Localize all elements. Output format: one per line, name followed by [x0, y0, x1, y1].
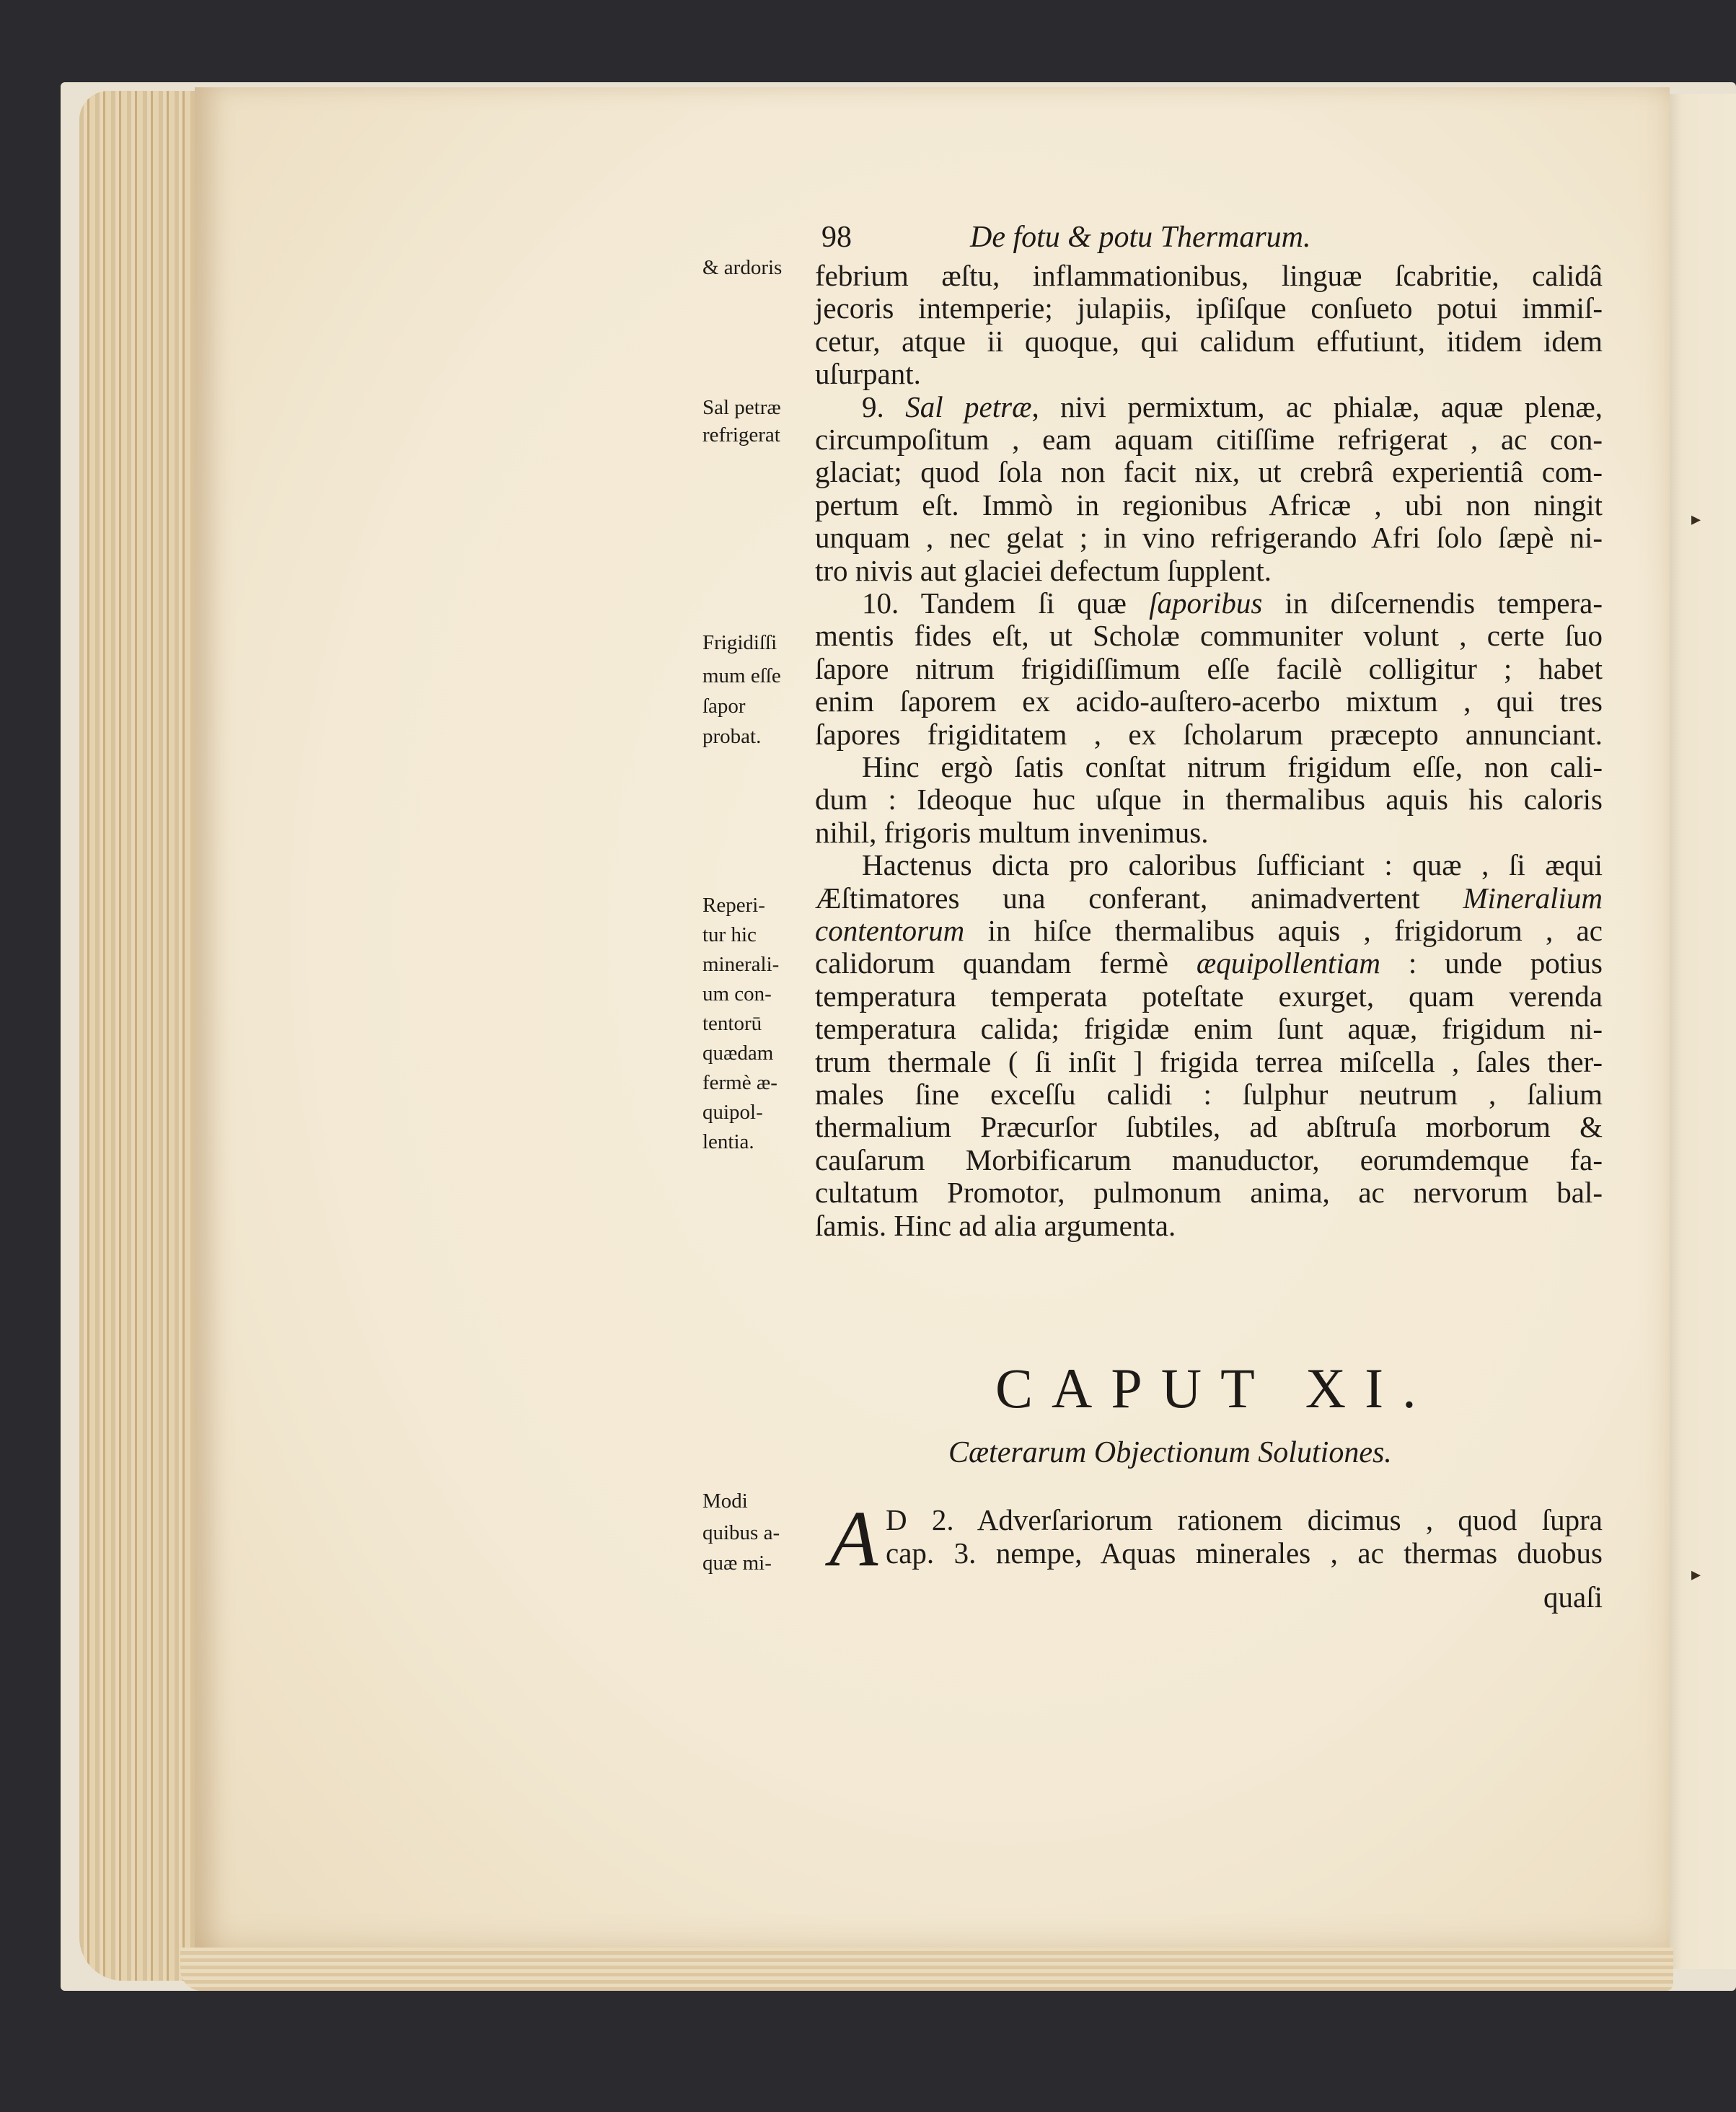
- margin-note: fermè æ-: [702, 1071, 777, 1094]
- margin-note: Sal petræ: [702, 396, 781, 419]
- text-segment: calidorum quandam fermè: [815, 946, 1197, 980]
- text-line: [815, 1046, 1603, 1078]
- margin-note: Reperi-: [702, 894, 765, 917]
- text-line: [815, 817, 1603, 849]
- margin-note: lentia.: [702, 1130, 754, 1153]
- text-line: [815, 1144, 1603, 1176]
- text-line: [815, 522, 1603, 554]
- text-segment: febrium æſtu, inflammationibus, linguæ ſcabritie, calidâ: [815, 259, 1603, 292]
- italic-text: contentorum: [815, 914, 965, 947]
- text-segment: tro nivis aut glaciei defectum ſupplent.: [815, 553, 1272, 587]
- page-number: 98: [821, 221, 852, 254]
- text-segment: thermalium Præcurſor ſubtiles, ad abſtruſa morborum &: [815, 1110, 1603, 1144]
- text-segment: ſapore nitrum frigidiſſimum eſſe facilè colligitur ; habet: [815, 651, 1603, 685]
- text-line: [815, 456, 1603, 488]
- text-segment: 10. Tandem ſi quæ: [862, 586, 1150, 620]
- text-line: [815, 489, 1603, 522]
- text-line: [815, 1111, 1603, 1143]
- text-segment: circumpoſitum , eam aquam citiſſime refrigerat , ac con-: [815, 423, 1603, 456]
- text-line: [815, 653, 1603, 685]
- arrow-mark-icon: ▸: [1691, 1564, 1701, 1585]
- text-segment: : unde potius: [1380, 946, 1603, 980]
- margin-note: Modi: [702, 1490, 748, 1513]
- text-segment: enim ſaporem ex acido-auſtero-acerbo mixtum , qui tres: [815, 685, 1603, 718]
- running-title: De fotu & potu Thermarum.: [970, 221, 1311, 254]
- text-line: [815, 1078, 1603, 1111]
- text-line: [862, 849, 1603, 881]
- text-line: [862, 751, 1603, 783]
- margin-note: quæ mi-: [702, 1552, 772, 1575]
- text-segment: ſapores frigiditatem , ex ſcholarum præcepto annunciant.: [815, 717, 1603, 751]
- text-segment: Æſtimatores una conferant, animadvertent: [815, 881, 1463, 915]
- text-segment: 9.: [862, 390, 906, 423]
- text-segment: in diſcernendis tempera-: [1262, 586, 1603, 620]
- chapter-line: cap. 3. nempe, Aquas minerales , ac thermas duobus: [886, 1536, 1603, 1570]
- text-line: [815, 882, 1603, 915]
- italic-text: æquipollentiam: [1196, 946, 1380, 980]
- margin-note: quipol-: [702, 1101, 763, 1124]
- margin-note: & ardoris: [702, 256, 783, 279]
- chapter-subtitle: Cæterarum Objectionum Solutiones.: [948, 1436, 1392, 1469]
- text-segment: dum : Ideoque huc uſque in thermalibus aquis his caloris: [815, 783, 1603, 817]
- text-line: [815, 980, 1603, 1013]
- text-segment: males ſine exceſſu calidi : ſulphur neutrum , ſalium: [815, 1078, 1603, 1111]
- text-line: [815, 915, 1603, 947]
- text-segment: cauſarum Morbificarum manuductor, eorumdemque fa-: [815, 1143, 1603, 1176]
- text-segment: Hinc ergò ſatis conſtat nitrum frigidum eſſe, non cali-: [862, 750, 1603, 783]
- margin-note: Frigidiſſi: [702, 631, 777, 654]
- italic-text: Sal petræ: [905, 390, 1032, 423]
- text-line: [815, 325, 1603, 358]
- margin-note: minerali-: [702, 953, 780, 976]
- margin-note: tentorū: [702, 1012, 762, 1035]
- text-segment: jecoris intemperie; julapiis, ipſiſque conſueto potui immiſ-: [815, 291, 1603, 325]
- text-segment: , nivi permixtum, ac phialæ, aquæ plenæ,: [1031, 390, 1603, 423]
- page-bottom-edges: [180, 1948, 1673, 1991]
- text-segment: mentis fides eſt, ut Scholæ communiter volunt , certe ſuo: [815, 619, 1603, 653]
- italic-text: Mineralium: [1463, 881, 1603, 915]
- margin-note: refrigerat: [702, 423, 780, 446]
- text-line: [815, 555, 1603, 587]
- text-line: [815, 358, 1603, 390]
- margin-note: mum eſſe: [702, 664, 781, 687]
- arrow-mark-icon: ▸: [1691, 509, 1701, 529]
- text-segment: temperatura temperata poteſtate exurget, quam verenda: [815, 979, 1603, 1013]
- facing-page-edge: [1659, 94, 1736, 1969]
- margin-note: quædam: [702, 1042, 774, 1065]
- text-segment: cultatum Promotor, pulmonum anima, ac nervorum bal-: [815, 1176, 1603, 1210]
- text-segment: ſamis. Hinc ad alia argumenta.: [815, 1208, 1176, 1242]
- text-segment: trum thermale ( ſi inſit ] frigida terrea miſcella , ſales ther-: [815, 1044, 1603, 1078]
- text-line: [815, 1210, 1603, 1242]
- margin-note: tur hic: [702, 923, 757, 946]
- margin-note: probat.: [702, 725, 762, 748]
- text-line: [815, 685, 1603, 718]
- margin-note: ſapor: [702, 695, 746, 718]
- catchword: quaſi: [1543, 1580, 1603, 1614]
- text-segment: glaciat; quod ſola non facit nix, ut crebrâ experientiâ com-: [815, 455, 1603, 489]
- text-segment: cetur, atque ii quoque, qui calidum effutiunt, itidem idem: [815, 324, 1603, 358]
- text-line: [815, 292, 1603, 325]
- text-line: [815, 1013, 1603, 1045]
- text-line: [862, 391, 1603, 423]
- text-line: [815, 260, 1603, 292]
- margin-note: quibus a-: [702, 1521, 780, 1544]
- text-line: [815, 947, 1603, 980]
- text-segment: uſurpant.: [815, 357, 921, 391]
- chapter-heading: CAPUT XI.: [995, 1357, 1435, 1420]
- chapter-line: D 2. Adverſariorum rationem dicimus , quod ſupra: [886, 1503, 1603, 1536]
- text-line: [862, 587, 1603, 620]
- text-segment: nihil, frigoris multum invenimus.: [815, 815, 1209, 849]
- text-segment: pertum eſt. Immò in regionibus Africæ , ubi non ningit: [815, 488, 1603, 522]
- drop-cap: A: [829, 1495, 878, 1583]
- text-line: [815, 423, 1603, 456]
- text-segment: unquam , nec gelat ; in vino refrigerando Afri ſolo ſæpè ni-: [815, 521, 1603, 555]
- text-segment: Hactenus dicta pro caloribus ſufficiant : quæ , ſi æqui: [862, 848, 1603, 882]
- text-segment: temperatura calida; frigidæ enim ſunt aquæ, frigidum ni-: [815, 1012, 1603, 1046]
- italic-text: ſaporibus: [1149, 586, 1263, 620]
- text-line: [815, 1176, 1603, 1209]
- text-line: [815, 718, 1603, 751]
- text-line: [815, 620, 1603, 652]
- margin-note: um con-: [702, 982, 772, 1006]
- text-line: [815, 783, 1603, 816]
- text-segment: in hiſce thermalibus aquis , frigidorum , ac: [964, 914, 1603, 947]
